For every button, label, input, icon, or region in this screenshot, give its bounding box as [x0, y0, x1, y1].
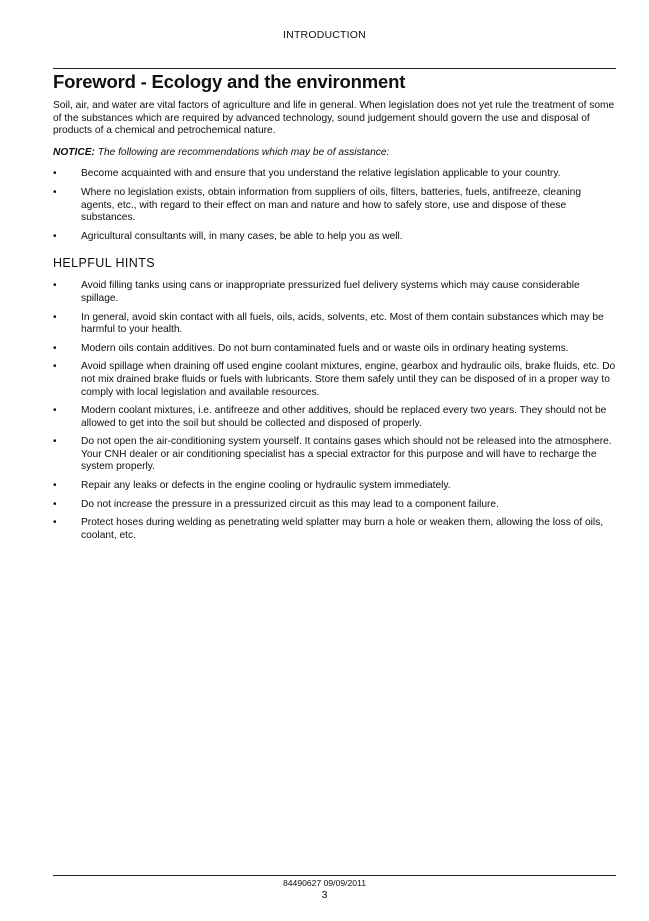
intro-paragraph: Soil, air, and water are vital factors of agriculture and life in general. When legislation does not yet rule the treatment of some of the substances which are required by advanced technology, sound judgement should govern the use and disposal of products of a chemical and petrochemical nature.	[53, 100, 615, 137]
list-item-text: Agricultural consultants will, in many cases, be able to help you as well.	[81, 230, 403, 242]
list-item	[53, 343, 616, 356]
bullet-icon: •	[53, 186, 57, 198]
list-item-text: Repair any leaks or defects in the engine cooling or hydraulic system immediately.	[81, 480, 451, 492]
bullet-icon: •	[53, 436, 57, 448]
list-item-text: Protect hoses during welding as penetrating weld splatter may burn a hole or weaken them, allowing the loss of oils, coolant, etc.	[81, 517, 604, 541]
list-item-text: Where no legislation exists, obtain information from suppliers of oils, filters, batteries, fuels, antifreeze, cleaning agents, etc., with regard to their effect on man and nature and how to safely store, use and dispose of these substances.	[81, 186, 581, 224]
helpful-hints-list	[53, 280, 616, 542]
list-item	[53, 480, 616, 493]
section-header: INTRODUCTION	[283, 29, 366, 41]
notice-label: NOTICE:	[53, 146, 95, 158]
list-item-text: Avoid filling tanks using cans or inappropriate pressurized fuel delivery systems which may cause considerable spillage.	[81, 280, 580, 304]
recommendations-list	[53, 168, 616, 243]
list-item	[53, 231, 616, 244]
list-item-text: Modern oils contain additives. Do not burn contaminated fuels and or waste oils in ordinary heating systems.	[81, 342, 569, 354]
list-item-text: Do not increase the pressure in a pressurized circuit as this may lead to a component failure.	[81, 498, 499, 510]
section-heading: HELPFUL HINTS	[53, 256, 155, 271]
list-item	[53, 436, 616, 474]
page-content	[53, 69, 616, 548]
list-item-text: Become acquainted with and ensure that you understand the relative legislation applicable to your country.	[81, 168, 561, 180]
bullet-icon: •	[53, 361, 57, 373]
bullet-icon: •	[53, 517, 57, 529]
bullet-icon: •	[53, 311, 57, 323]
page-title: Foreword - Ecology and the environment	[53, 71, 406, 92]
list-item	[53, 168, 616, 181]
list-item-text: In general, avoid skin contact with all fuels, oils, acids, solvents, etc. Most of them contain substances which may be harmful to your health.	[81, 311, 604, 336]
list-item-text: Avoid spillage when draining off used engine coolant mixtures, engine, gearbox and hydraulic oils, brake fluids, etc. Do not mix drained brake fluids or fuels with lubricants. Store them safely until they can be disposed of in a proper way to comply with local legislation and available resources.	[81, 361, 616, 398]
document-code: 84490627 09/09/2011	[283, 878, 366, 888]
list-item	[53, 312, 616, 337]
bullet-icon: •	[53, 230, 57, 242]
list-item	[53, 405, 616, 430]
list-item	[53, 361, 616, 399]
list-item	[53, 499, 616, 512]
list-item	[53, 187, 616, 225]
bullet-icon: •	[53, 342, 57, 354]
footer-divider	[53, 875, 616, 876]
bullet-icon: •	[53, 498, 57, 510]
page-number: 3	[321, 889, 328, 901]
bullet-icon: •	[53, 480, 57, 492]
bullet-icon: •	[53, 280, 57, 292]
list-item	[53, 280, 616, 305]
bullet-icon: •	[53, 168, 57, 180]
list-item-text: Do not open the air-conditioning system yourself. It contains gases which should not be released into the atmosphere. Your CNH dealer or air conditioning specialist has a special extractor for this purpose and will have to recharge the system properly.	[81, 436, 612, 473]
notice-paragraph	[53, 147, 616, 160]
notice-text: The following are recommendations which may be of assistance:	[94, 146, 390, 158]
list-item-text: Modern coolant mixtures, i.e. antifreeze and other additives, should be replaced every two years. They should not be allowed to get into the soil but should be collected and disposed of properly.	[81, 405, 607, 429]
list-item	[53, 517, 616, 542]
bullet-icon: •	[53, 405, 57, 417]
